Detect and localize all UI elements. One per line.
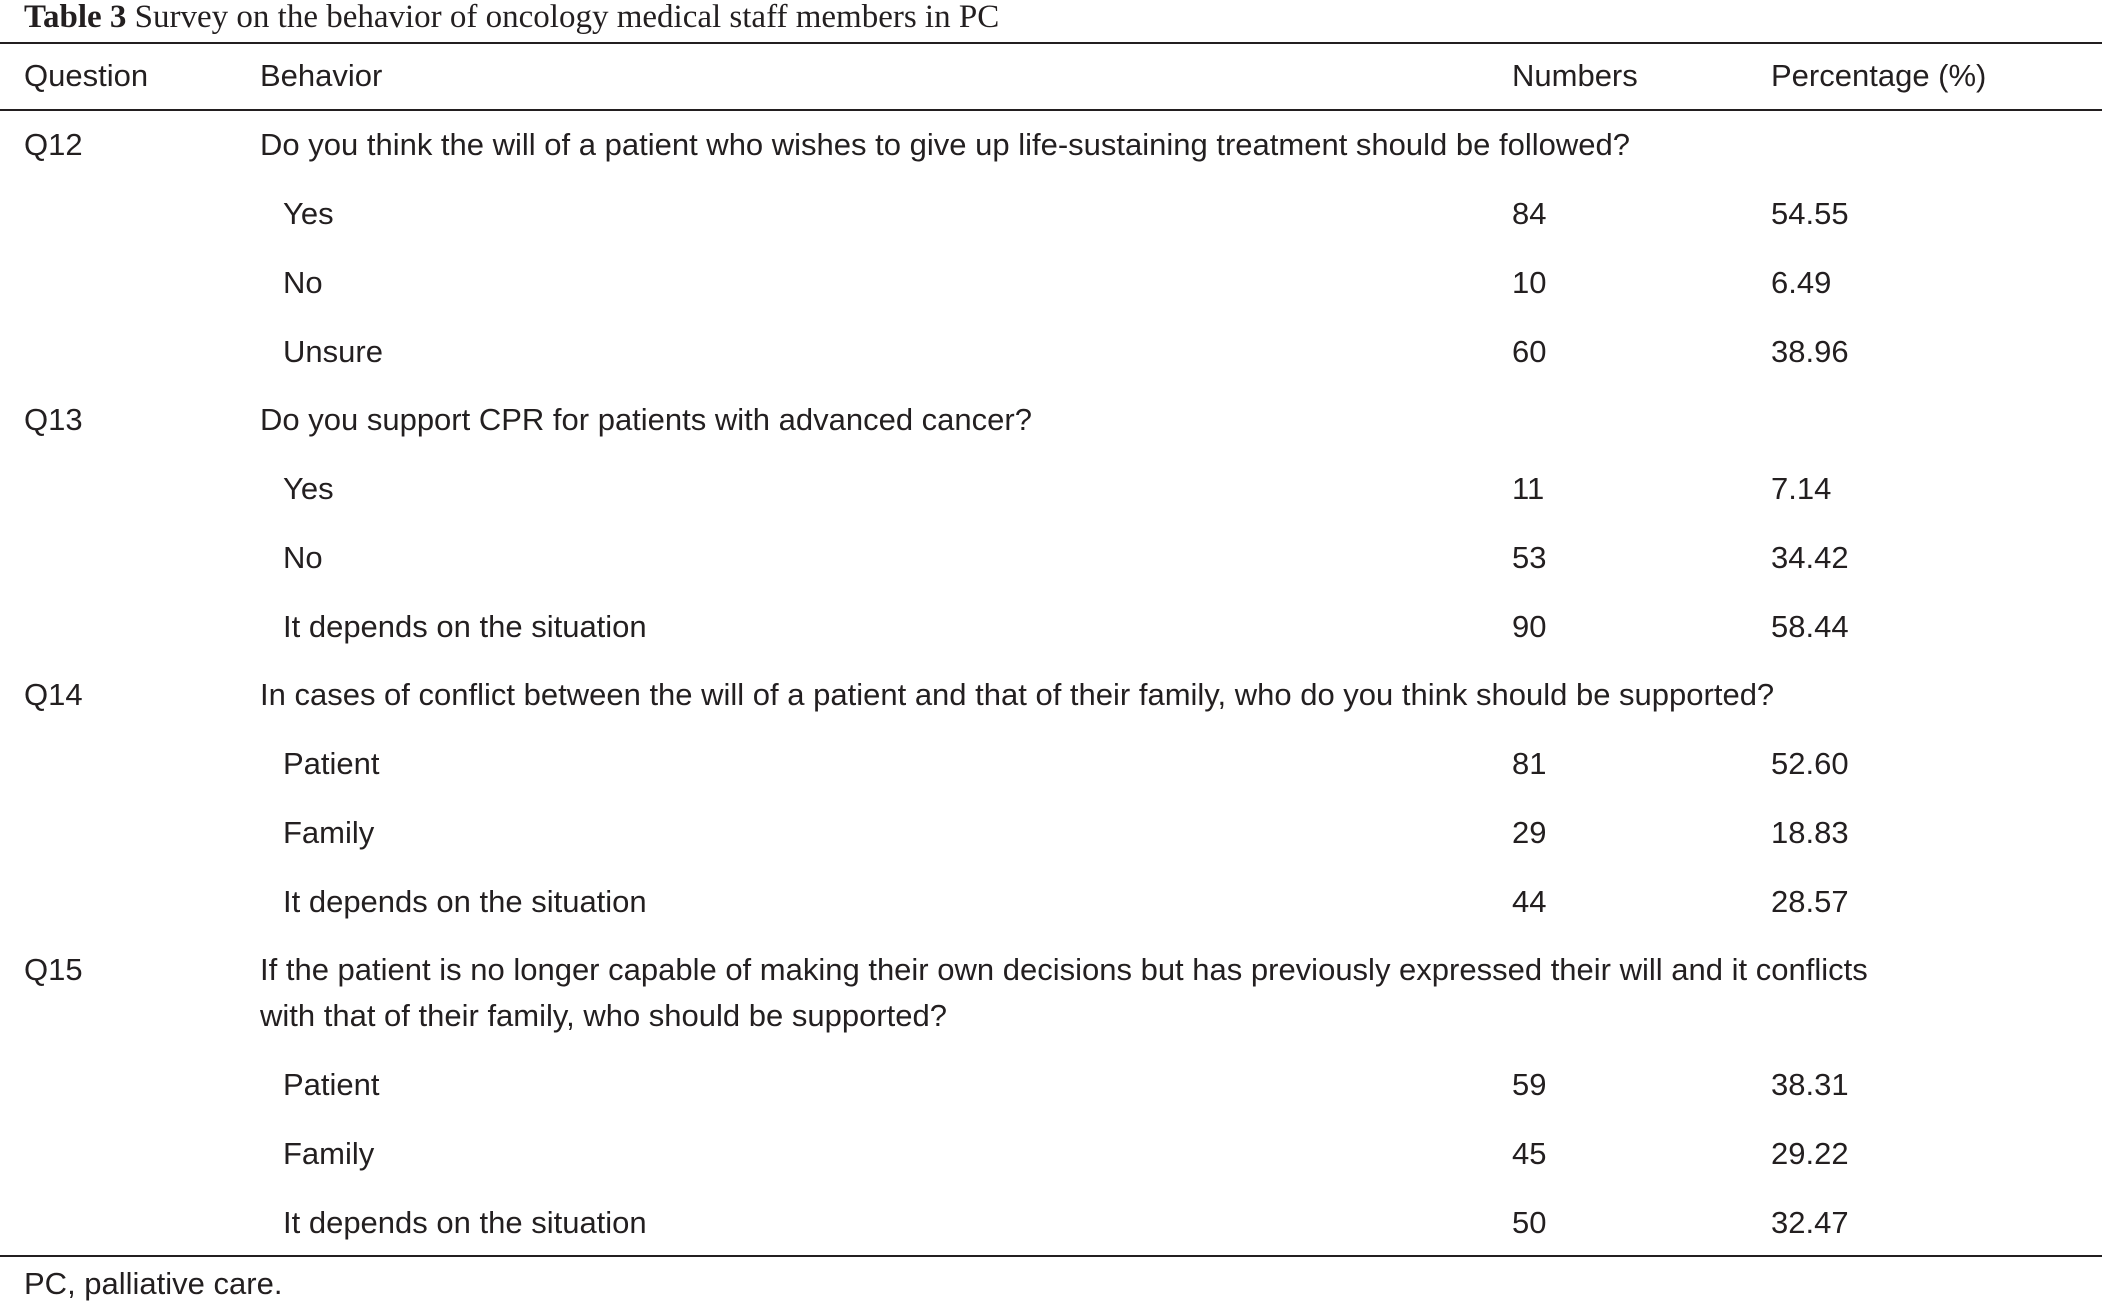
question-text-line-1: If the patient is no longer capable of making their own decisions but has previously expressed their will and it conflicts [260,952,1868,987]
question-id: Q13 [24,402,83,437]
answer-number: 53 [1512,540,1547,575]
question-text: Do you support CPR for patients with advanced cancer? [260,402,1032,437]
top-rule [0,42,2102,44]
answer-number: 50 [1512,1205,1547,1240]
answer-option: Unsure [283,334,383,369]
answer-number: 60 [1512,334,1547,369]
header-percentage: Percentage (%) [1771,58,1987,93]
answer-percentage: 29.22 [1771,1136,1849,1171]
question-text: In cases of conflict between the will of a patient and that of their family, who do you think should be supported? [260,677,1775,712]
answer-option: Yes [283,196,334,231]
answer-percentage: 28.57 [1771,884,1849,919]
answer-option: It depends on the situation [283,609,647,644]
header-numbers: Numbers [1512,58,1638,93]
answer-number: 90 [1512,609,1547,644]
answer-percentage: 6.49 [1771,265,1832,300]
answer-option: It depends on the situation [283,1205,647,1240]
header-rule [0,109,2102,111]
answer-number: 10 [1512,265,1547,300]
answer-option: Family [283,815,375,850]
answer-percentage: 58.44 [1771,609,1849,644]
answer-option: No [283,540,323,575]
answer-percentage: 7.14 [1771,471,1832,506]
answer-option: Patient [283,1067,380,1102]
answer-option: Yes [283,471,334,506]
answer-number: 59 [1512,1067,1547,1102]
question-id: Q14 [24,677,83,712]
table-caption [24,0,999,38]
question-id: Q15 [24,952,83,987]
answer-percentage: 38.96 [1771,334,1849,369]
answer-option: Patient [283,746,380,781]
bottom-rule [0,1255,2102,1257]
answer-number: 11 [1512,471,1545,506]
question-text: Do you think the will of a patient who wishes to give up life-sustaining treatment should be followed? [260,127,1630,162]
question-text-line-2: with that of their family, who should be supported? [260,998,947,1033]
answer-percentage: 52.60 [1771,746,1849,781]
answer-number: 29 [1512,815,1547,850]
answer-number: 84 [1512,196,1547,231]
header-question: Question [24,58,149,93]
question-id: Q12 [24,127,83,162]
answer-number: 45 [1512,1136,1547,1171]
answer-option: No [283,265,323,300]
answer-option: Family [283,1136,375,1171]
answer-number: 81 [1512,746,1547,781]
header-behavior: Behavior [260,58,383,93]
answer-number: 44 [1512,884,1547,919]
answer-percentage: 34.42 [1771,540,1849,575]
answer-percentage: 18.83 [1771,815,1849,850]
answer-percentage: 32.47 [1771,1205,1849,1240]
answer-option: It depends on the situation [283,884,647,919]
answer-percentage: 54.55 [1771,196,1849,231]
table-caption-text: Survey on the behavior of oncology medical staff members in PC [134,0,1000,35]
table-caption-label: Table 3 [24,0,127,35]
table-footnote: PC, palliative care. [24,1266,283,1301]
answer-percentage: 38.31 [1771,1067,1849,1102]
